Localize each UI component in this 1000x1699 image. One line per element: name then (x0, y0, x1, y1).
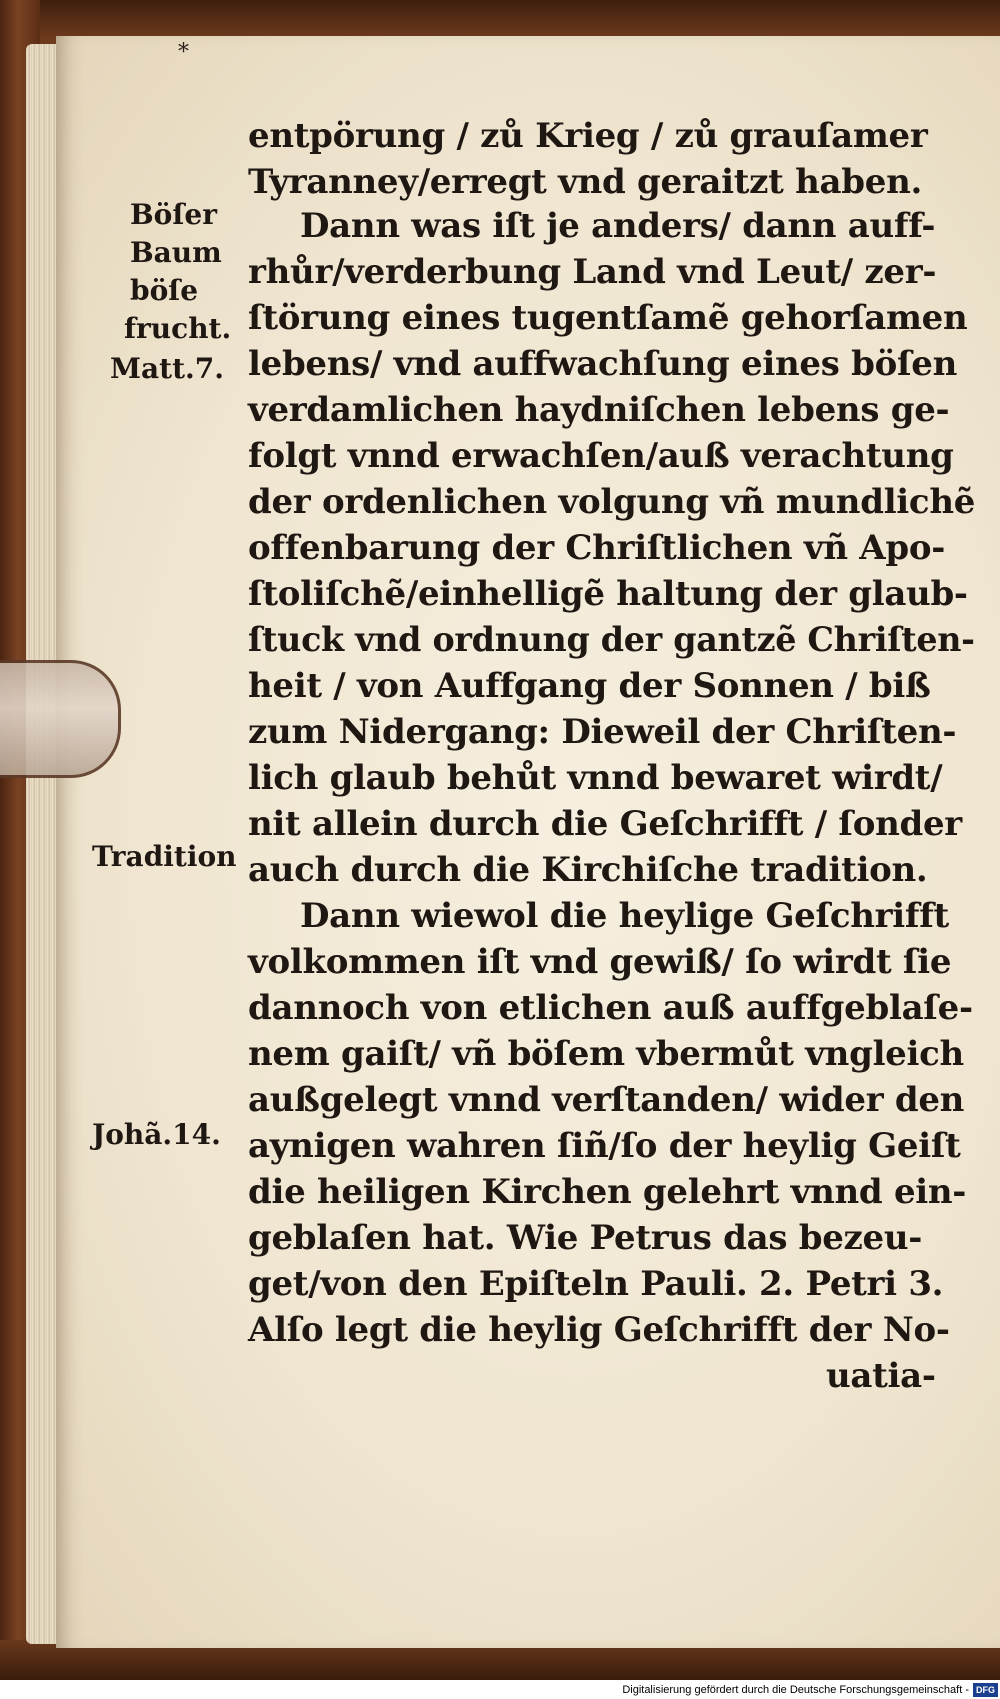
dfg-logo: DFG (973, 1683, 998, 1697)
text-line: heit / von Auffgang der Sonnen / biß (248, 666, 931, 706)
text-line: entpörung / zů Krieg / zů grauſamer (248, 116, 928, 156)
text-line: zum Nidergang: Dieweil der Chriſten- (248, 712, 957, 752)
text-line: außgelegt vnnd verſtanden/ wider den (248, 1080, 965, 1120)
text-line: die heiligen Kirchen gelehrt vnnd ein- (248, 1172, 967, 1212)
margin-note: frucht. (124, 312, 232, 345)
digitization-credit (0, 1681, 1000, 1699)
book-clasp (0, 660, 121, 778)
text-line: folgt vnnd erwachſen/auß verachtung (248, 436, 954, 476)
margin-note: Baum (130, 236, 222, 269)
text-line: auch durch die Kirchiſche tradition. (248, 850, 928, 890)
text-line: Tyranney/erregt vnd geraitzt haben. (248, 162, 923, 202)
text-line: ſtörung eines tugentſamẽ gehorſamen (248, 298, 968, 338)
text-line: dannoch von etlichen auß auffgeblaſe- (248, 988, 973, 1028)
text-line: aynigen wahren ſiñ/ſo der heylig Geiſt (248, 1126, 961, 1166)
text-line: der ordenlichen volgung vñ mundlichẽ (248, 482, 976, 522)
text-line: Dann wiewol die heylige Geſchrifft (300, 896, 949, 936)
text-line: Alſo legt die heylig Geſchrifft der No- (248, 1310, 950, 1350)
text-line: offenbarung der Chriſtlichen vñ Apo- (248, 528, 946, 568)
text-line: verdamlichen haydniſchen lebens ge- (248, 390, 950, 430)
text-line: lich glaub behůt vnnd bewaret wirdt/ (248, 758, 943, 798)
text-line: volkommen iſt vnd gewiß/ ſo wirdt ſie (248, 942, 952, 982)
credit-text: Digitalisierung gefördert durch die Deutsche Forschungsgemeinschaft - (622, 1684, 969, 1697)
binding-top (0, 0, 1000, 40)
text-line: get/von den Epiſteln Pauli. 2. Petri 3. (248, 1264, 944, 1304)
text-line: Dann was iſt je anders/ dann auff- (300, 206, 936, 246)
margin-note: Johã.14. (92, 1118, 221, 1151)
margin-note: Böſer (130, 198, 217, 231)
text-line: ſtuck vnd ordnung der gantzẽ Chriſten- (248, 620, 975, 660)
margin-note: böſe (130, 274, 199, 307)
text-line: lebens/ vnd auffwachſung eines böſen (248, 344, 958, 384)
catchword: uatia- (826, 1356, 936, 1396)
ornament-mark: * (178, 40, 189, 65)
text-line: nit allein durch die Geſchrifft / ſonder (248, 804, 962, 844)
text-line: ſtoliſchẽ/einhelligẽ haltung der glaub- (248, 574, 968, 614)
margin-note: Matt.7. (110, 352, 224, 385)
text-line: rhůr/verderbung Land vnd Leut/ zer- (248, 252, 937, 292)
margin-note: Tradition (92, 840, 237, 873)
text-line: nem gaiſt/ vñ böſem vbermůt vngleich (248, 1034, 964, 1074)
text-line: geblaſen hat. Wie Petrus das bezeu- (248, 1218, 923, 1258)
